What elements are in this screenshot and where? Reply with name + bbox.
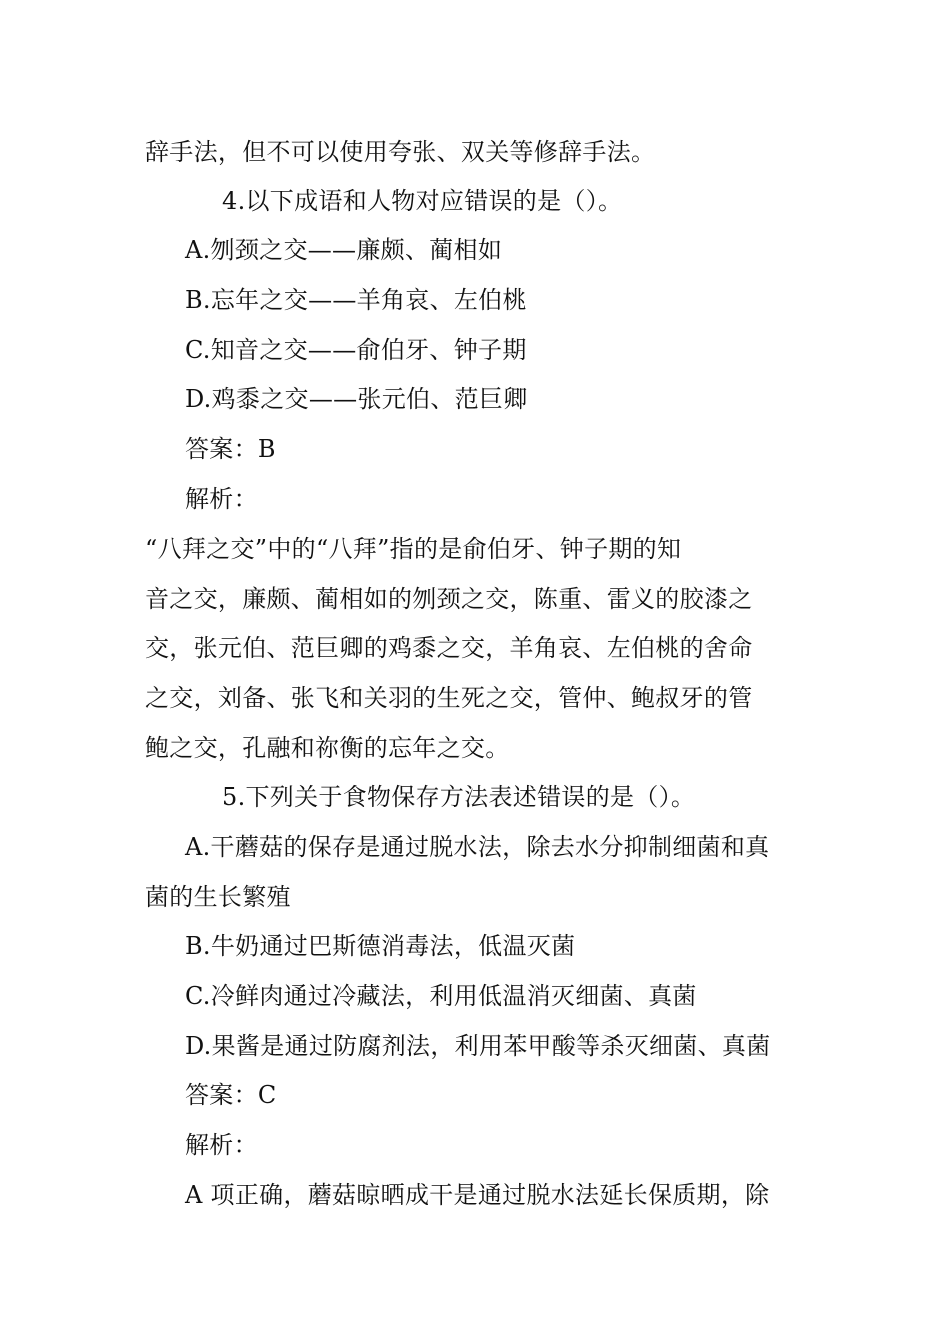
question-5-stem: 5.下列关于食物保存方法表述错误的是（）。 xyxy=(222,783,696,811)
question-4-analysis-line: 音之交，廉颇、蔺相如的刎颈之交，陈重、雷义的胶漆之 xyxy=(145,585,753,613)
question-4-option-b: B.忘年之交——羊角哀、左伯桃 xyxy=(185,286,527,314)
question-5-option-d: D.果酱是通过防腐剂法，利用苯甲酸等杀灭细菌、真菌 xyxy=(185,1032,771,1060)
question-4-analysis-line: “八拜之交”中的“八拜”指的是俞伯牙、钟子期的知 xyxy=(145,535,682,563)
question-5-option-c: C.冷鲜肉通过冷藏法，利用低温消灭细菌、真菌 xyxy=(185,982,697,1010)
question-4-analysis-line: 交，张元伯、范巨卿的鸡黍之交，羊角哀、左伯桃的舍命 xyxy=(145,634,753,662)
question-4-option-a: A.刎颈之交——廉颇、蔺相如 xyxy=(185,236,503,264)
question-4-analysis-line: 之交，刘备、张飞和关羽的生死之交，管仲、鲍叔牙的管 xyxy=(145,684,753,712)
question-5-option-a-line2: 菌的生长繁殖 xyxy=(145,883,291,911)
carryover-text-line: 辞手法，但不可以使用夸张、双关等修辞手法。 xyxy=(145,138,656,166)
question-4-answer: 答案：B xyxy=(185,435,276,463)
question-5-option-b: B.牛奶通过巴斯德消毒法，低温灭菌 xyxy=(185,932,576,960)
question-4-option-c: C.知音之交——俞伯牙、钟子期 xyxy=(185,336,527,364)
question-4-analysis-line: 鲍之交，孔融和祢衡的忘年之交。 xyxy=(145,734,510,762)
question-5-option-a-line1: A.干蘑菇的保存是通过脱水法，除去水分抑制细菌和真 xyxy=(185,833,770,861)
question-4-stem: 4.以下成语和人物对应错误的是（）。 xyxy=(222,187,623,215)
question-5-analysis-label: 解析： xyxy=(185,1131,258,1159)
question-5-analysis-line: A 项正确，蘑菇晾晒成干是通过脱水法延长保质期，除 xyxy=(185,1181,770,1209)
question-4-option-d: D.鸡黍之交——张元伯、范巨卿 xyxy=(185,385,528,413)
question-5-answer: 答案：C xyxy=(185,1081,277,1109)
question-4-analysis-label: 解析： xyxy=(185,485,258,513)
